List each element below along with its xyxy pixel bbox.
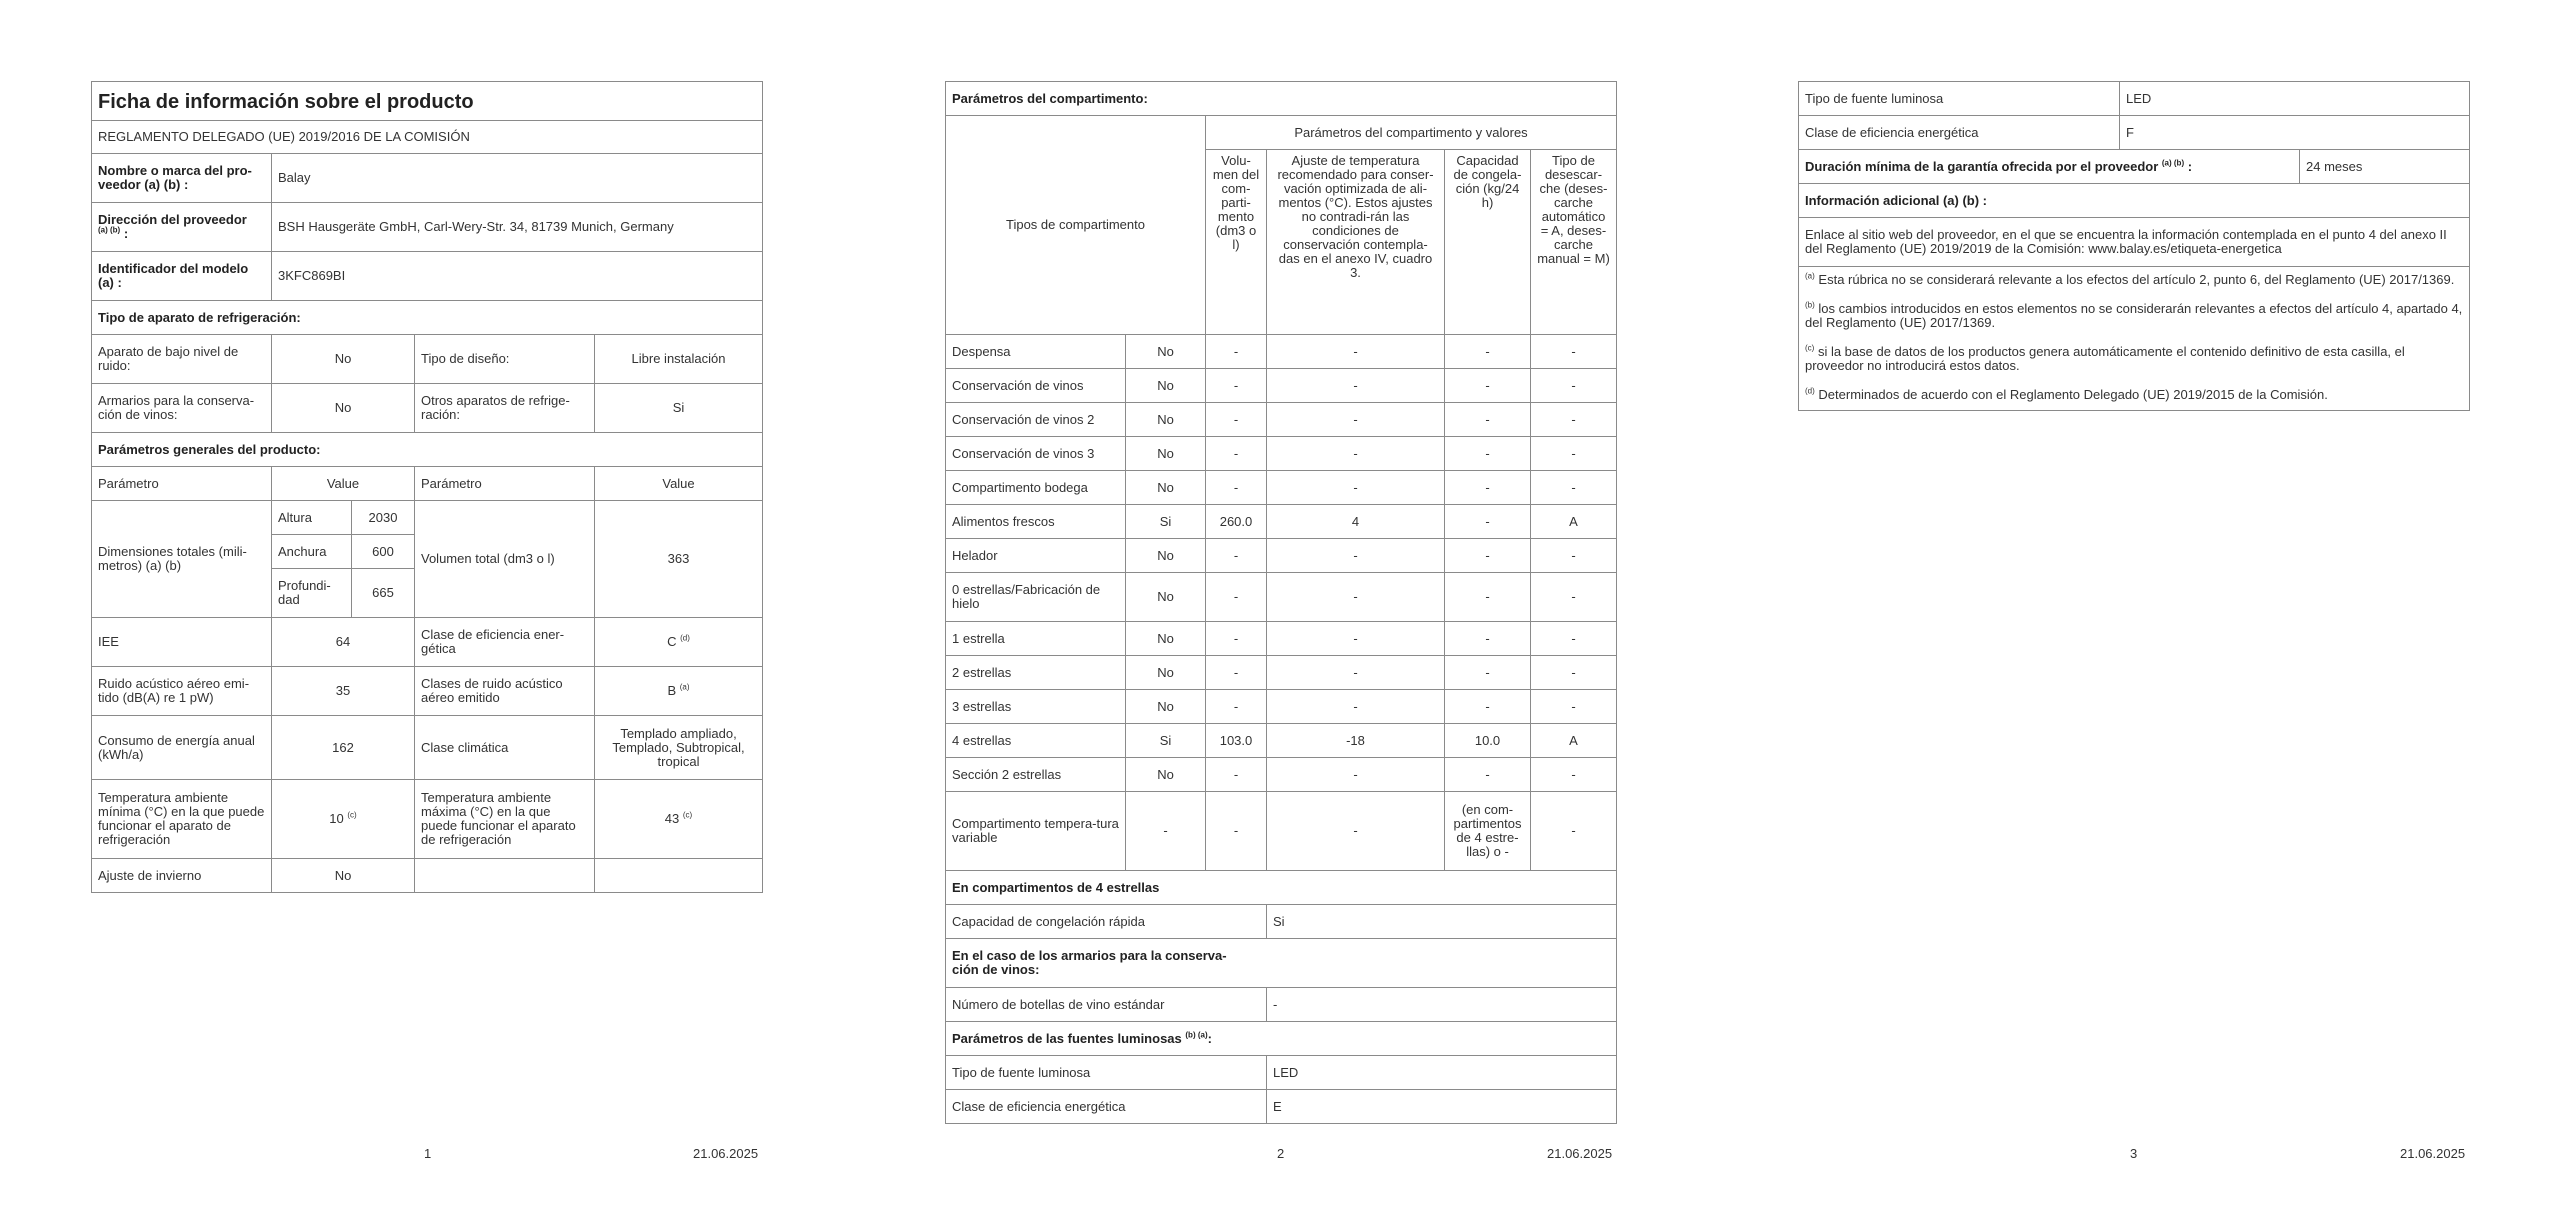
compartment-temperature: 4 bbox=[1267, 505, 1445, 539]
compartment-row bbox=[946, 471, 1617, 505]
additional-info-table bbox=[1798, 81, 2470, 411]
compartment-defrost: - bbox=[1531, 573, 1617, 622]
compartment-defrost: A bbox=[1531, 505, 1617, 539]
param-header: Parámetro bbox=[92, 467, 272, 501]
compartment-defrost: - bbox=[1531, 369, 1617, 403]
date-3: 21.06.2025 bbox=[2400, 1146, 2466, 1161]
iee-label: IEE bbox=[92, 618, 272, 667]
compartment-freezing: - bbox=[1445, 437, 1531, 471]
fast-freeze-label: Capacidad de congelación rápida bbox=[946, 905, 1267, 939]
noise-label: Ruido acústico aéreo emi-tido (dB(A) re 1 pW) bbox=[92, 667, 272, 716]
compartment-volume: - bbox=[1206, 758, 1267, 792]
compartment-present: Si bbox=[1126, 724, 1206, 758]
compartment-volume: - bbox=[1206, 403, 1267, 437]
bottles-value: - bbox=[1267, 988, 1617, 1022]
compartment-freezing: (en com-partimentos de 4 estre-llas) o - bbox=[1445, 792, 1531, 871]
compartment-present: No bbox=[1126, 656, 1206, 690]
compartment-temperature: - bbox=[1267, 335, 1445, 369]
types-header: Tipos de compartimento bbox=[946, 116, 1206, 335]
compartment-name: Alimentos frescos bbox=[946, 505, 1126, 539]
compartment-present: No bbox=[1126, 573, 1206, 622]
compartment-freezing: - bbox=[1445, 758, 1531, 792]
compartment-freezing: 10.0 bbox=[1445, 724, 1531, 758]
footnote-d: $^{(d)}$ Determinados de acuerdo con el Reglamento Delegado (UE) 2019/2015 de la Comisión. bbox=[1805, 386, 2328, 402]
iee-value: 64 bbox=[272, 618, 415, 667]
compartment-temperature: -18 bbox=[1267, 724, 1445, 758]
noise-value: 35 bbox=[272, 667, 415, 716]
page-3 bbox=[1798, 81, 2469, 411]
height-value: 2030 bbox=[352, 501, 415, 535]
compartment-name: Compartimento bodega bbox=[946, 471, 1126, 505]
general-section-heading: Parámetros generales del producto: bbox=[92, 433, 763, 467]
compartment-freezing: - bbox=[1445, 505, 1531, 539]
compartment-row bbox=[946, 792, 1617, 871]
other-appliance-label: Otros aparatos de refrige-ración: bbox=[415, 384, 595, 433]
compartment-defrost: - bbox=[1531, 656, 1617, 690]
bottles-label: Número de botellas de vino estándar bbox=[946, 988, 1267, 1022]
compartment-present: No bbox=[1126, 471, 1206, 505]
address-footnote: (a) (b) bbox=[98, 225, 121, 235]
compartment-name: Conservación de vinos 3 bbox=[946, 437, 1126, 471]
compartment-table bbox=[945, 81, 1617, 1124]
compartment-row bbox=[946, 335, 1617, 369]
footnote-b: $^{(b)}$ los cambios introducidos en estos elementos no se considerarán relevantes a efectos del artículo 4, apartado 4, del Reglamento (UE) 2017/1369. bbox=[1805, 300, 2463, 330]
climate-value: Templado ampliado, Templado, Subtropical, tropical bbox=[595, 716, 763, 780]
compartment-row bbox=[946, 758, 1617, 792]
other-appliance-value: Si bbox=[595, 384, 763, 433]
regulation-line: REGLAMENTO DELEGADO (UE) 2019/2016 DE LA COMISIÓN bbox=[92, 121, 763, 154]
additional-section-heading: Información adicional (a) (b) : bbox=[1799, 184, 2470, 218]
compartment-present: No bbox=[1126, 690, 1206, 724]
brand-value: Balay bbox=[272, 154, 763, 203]
wine-cabinet-label: Armarios para la conserva-ción de vinos: bbox=[92, 384, 272, 433]
winter-label: Ajuste de invierno bbox=[92, 859, 272, 893]
compartment-defrost: - bbox=[1531, 758, 1617, 792]
dimensions-label: Dimensiones totales (mili-metros) (a) (b) bbox=[92, 501, 272, 618]
compartment-row bbox=[946, 403, 1617, 437]
date-2: 21.06.2025 bbox=[1547, 1146, 1613, 1161]
four-star-section-heading: En compartimentos de 4 estrellas bbox=[946, 871, 1617, 905]
page-1 bbox=[91, 81, 762, 893]
compartment-defrost: A bbox=[1531, 724, 1617, 758]
compartment-freezing: - bbox=[1445, 573, 1531, 622]
document-title: Ficha de información sobre el producto bbox=[92, 82, 763, 121]
compartment-temperature: - bbox=[1267, 403, 1445, 437]
model-label: Identificador del modelo (a) : bbox=[92, 252, 272, 301]
compartment-name: Sección 2 estrellas bbox=[946, 758, 1126, 792]
light-section-heading: Parámetros de las fuentes luminosas $^{(b) (a)}$: bbox=[946, 1022, 1617, 1056]
compartment-freezing: - bbox=[1445, 403, 1531, 437]
design-value: Libre instalación bbox=[595, 335, 763, 384]
compartment-volume: - bbox=[1206, 335, 1267, 369]
wine-section-heading: En el caso de los armarios para la conserva-ción de vinos: bbox=[946, 939, 1617, 988]
page-2 bbox=[945, 81, 1616, 1124]
compartment-defrost: - bbox=[1531, 792, 1617, 871]
compartment-freezing: - bbox=[1445, 471, 1531, 505]
compartment-volume: 260.0 bbox=[1206, 505, 1267, 539]
footnote-c: $^{(c)}$ si la base de datos de los productos genera automáticamente el contenido definitivo de esta casilla, el proveedor no introducirá estos datos. bbox=[1805, 343, 2405, 373]
compartment-temperature: - bbox=[1267, 369, 1445, 403]
compartment-freezing: - bbox=[1445, 369, 1531, 403]
compartment-freezing: - bbox=[1445, 335, 1531, 369]
compartment-defrost: - bbox=[1531, 622, 1617, 656]
compartment-volume: - bbox=[1206, 437, 1267, 471]
efficiency-value: C $^{(d)}$ bbox=[595, 618, 763, 667]
compartment-present: No bbox=[1126, 539, 1206, 573]
empty-cell bbox=[415, 859, 595, 893]
compartment-name: 3 estrellas bbox=[946, 690, 1126, 724]
compartment-present: No bbox=[1126, 758, 1206, 792]
light-class-label: Clase de eficiencia energética bbox=[946, 1090, 1267, 1124]
compartment-temperature: - bbox=[1267, 622, 1445, 656]
address-value: BSH Hausgeräte GmbH, Carl-Wery-Str. 34, 81739 Munich, Germany bbox=[272, 203, 763, 252]
width-label: Anchura bbox=[272, 535, 352, 569]
type-section-heading: Tipo de aparato de refrigeración: bbox=[92, 301, 763, 335]
empty-cell bbox=[595, 859, 763, 893]
efficiency-label: Clase de eficiencia ener-gética bbox=[415, 618, 595, 667]
group-header: Parámetros del compartimento y valores bbox=[1206, 116, 1617, 150]
compartment-section-heading: Parámetros del compartimento: bbox=[946, 82, 1617, 116]
freezing-header: Capacidad de congela-ción (kg/24 h) bbox=[1445, 150, 1531, 335]
compartment-row bbox=[946, 622, 1617, 656]
max-temp-label: Temperatura ambiente máxima (°C) en la que puede funcionar el aparato de refrigeración bbox=[415, 780, 595, 859]
address-label: Dirección del proveedor $^{(a) (b)}$ : bbox=[92, 203, 272, 252]
compartment-name: 1 estrella bbox=[946, 622, 1126, 656]
compartment-name: Conservación de vinos bbox=[946, 369, 1126, 403]
page-number-2: 2 bbox=[1277, 1146, 1285, 1161]
compartment-volume: - bbox=[1206, 539, 1267, 573]
compartment-row bbox=[946, 724, 1617, 758]
footnote-a: $^{(a)}$ Esta rúbrica no se considerará relevante a los efectos del artículo 2, punto 6, del Reglamento (UE) 2017/1369. bbox=[1805, 271, 2455, 287]
warranty-value: 24 meses bbox=[2300, 150, 2470, 184]
compartment-volume: - bbox=[1206, 573, 1267, 622]
value-header: Value bbox=[272, 467, 415, 501]
light-class-label: Clase de eficiencia energética bbox=[1799, 116, 2120, 150]
compartment-name: 4 estrellas bbox=[946, 724, 1126, 758]
volume-label: Volumen total (dm3 o l) bbox=[415, 501, 595, 618]
fast-freeze-value: Si bbox=[1267, 905, 1617, 939]
compartment-volume: - bbox=[1206, 622, 1267, 656]
defrost-header: Tipo de desescar-che (deses-carche automático = A, deses-carche manual = M) bbox=[1531, 150, 1617, 335]
compartment-volume: - bbox=[1206, 471, 1267, 505]
date-1: 21.06.2025 bbox=[693, 1146, 759, 1161]
compartment-freezing: - bbox=[1445, 656, 1531, 690]
compartment-name: Conservación de vinos 2 bbox=[946, 403, 1126, 437]
compartment-present: No bbox=[1126, 403, 1206, 437]
compartment-defrost: - bbox=[1531, 335, 1617, 369]
compartment-temperature: - bbox=[1267, 656, 1445, 690]
min-temp-label: Temperatura ambiente mínima (°C) en la que puede funcionar el aparato de refrigeración bbox=[92, 780, 272, 859]
compartment-present: No bbox=[1126, 437, 1206, 471]
winter-value: No bbox=[272, 859, 415, 893]
compartment-volume: 103.0 bbox=[1206, 724, 1267, 758]
compartment-temperature: - bbox=[1267, 690, 1445, 724]
wine-cabinet-value: No bbox=[272, 384, 415, 433]
product-info-table bbox=[91, 81, 763, 893]
width-value: 600 bbox=[352, 535, 415, 569]
compartment-row bbox=[946, 573, 1617, 622]
value-header-2: Value bbox=[595, 467, 763, 501]
compartment-volume: - bbox=[1206, 656, 1267, 690]
footnotes bbox=[1799, 267, 2470, 411]
supplier-website-text: Enlace al sitio web del proveedor, en el que se encuentra la información contemplada en el punto 4 del anexo II del Reglamento (UE) 2019/2019 de la Comisión: www.balay.es/etiqueta-energetica bbox=[1799, 218, 2470, 267]
light-type-label: Tipo de fuente luminosa bbox=[1799, 82, 2120, 116]
compartment-name: Compartimento tempera-tura variable bbox=[946, 792, 1126, 871]
compartment-defrost: - bbox=[1531, 539, 1617, 573]
param-header-2: Parámetro bbox=[415, 467, 595, 501]
compartment-name: Despensa bbox=[946, 335, 1126, 369]
depth-label: Profundi-dad bbox=[272, 569, 352, 618]
climate-label: Clase climática bbox=[415, 716, 595, 780]
compartment-row bbox=[946, 437, 1617, 471]
compartment-volume: - bbox=[1206, 369, 1267, 403]
page-number-3: 3 bbox=[2130, 1146, 2138, 1161]
height-label: Altura bbox=[272, 501, 352, 535]
noise-class-label: Clases de ruido acústico aéreo emitido bbox=[415, 667, 595, 716]
min-temp-value: 10 $^{(c)}$ bbox=[272, 780, 415, 859]
compartment-volume: - bbox=[1206, 690, 1267, 724]
energy-label: Consumo de energía anual (kWh/a) bbox=[92, 716, 272, 780]
compartment-present: No bbox=[1126, 335, 1206, 369]
compartment-freezing: - bbox=[1445, 690, 1531, 724]
warranty-label: Duración mínima de la garantía ofrecida por el proveedor $^{(a) (b)}$ : bbox=[1799, 150, 2300, 184]
compartment-present: Si bbox=[1126, 505, 1206, 539]
light-class-value: F bbox=[2120, 116, 2470, 150]
low-noise-value: No bbox=[272, 335, 415, 384]
compartment-present: No bbox=[1126, 369, 1206, 403]
max-temp-value: 43 $^{(c)}$ bbox=[595, 780, 763, 859]
page-number-1: 1 bbox=[424, 1146, 432, 1161]
compartment-name: Helador bbox=[946, 539, 1126, 573]
compartment-temperature: - bbox=[1267, 573, 1445, 622]
compartment-freezing: - bbox=[1445, 622, 1531, 656]
volume-value: 363 bbox=[595, 501, 763, 618]
light-type-value: LED bbox=[2120, 82, 2470, 116]
compartment-temperature: - bbox=[1267, 792, 1445, 871]
compartment-row bbox=[946, 539, 1617, 573]
compartment-freezing: - bbox=[1445, 539, 1531, 573]
compartment-row bbox=[946, 656, 1617, 690]
volume-header: Volu-men del com-parti-mento (dm3 o l) bbox=[1206, 150, 1267, 335]
light-class-value: E bbox=[1267, 1090, 1617, 1124]
compartment-row bbox=[946, 690, 1617, 724]
compartment-defrost: - bbox=[1531, 690, 1617, 724]
light-type-label: Tipo de fuente luminosa bbox=[946, 1056, 1267, 1090]
model-value: 3KFC869BI bbox=[272, 252, 763, 301]
temperature-header: Ajuste de temperatura recomendado para conser-vación optimizada de ali-mentos (°C). Estos ajustes no contradi-rán las condiciones de conservación contempla-das en el anexo IV, cuadro 3. bbox=[1267, 150, 1445, 335]
compartment-temperature: - bbox=[1267, 539, 1445, 573]
compartment-present: No bbox=[1126, 622, 1206, 656]
compartment-row bbox=[946, 505, 1617, 539]
compartment-name: 2 estrellas bbox=[946, 656, 1126, 690]
energy-value: 162 bbox=[272, 716, 415, 780]
depth-value: 665 bbox=[352, 569, 415, 618]
compartment-volume: - bbox=[1206, 792, 1267, 871]
brand-label: Nombre o marca del pro-veedor (a) (b) : bbox=[92, 154, 272, 203]
noise-class-value: B $^{(a)}$ bbox=[595, 667, 763, 716]
low-noise-label: Aparato de bajo nivel de ruido: bbox=[92, 335, 272, 384]
design-label: Tipo de diseño: bbox=[415, 335, 595, 384]
compartment-defrost: - bbox=[1531, 471, 1617, 505]
compartment-defrost: - bbox=[1531, 437, 1617, 471]
compartment-present: - bbox=[1126, 792, 1206, 871]
light-type-value: LED bbox=[1267, 1056, 1617, 1090]
compartment-defrost: - bbox=[1531, 403, 1617, 437]
compartment-row bbox=[946, 369, 1617, 403]
compartment-temperature: - bbox=[1267, 471, 1445, 505]
compartment-name: 0 estrellas/Fabricación de hielo bbox=[946, 573, 1126, 622]
compartment-temperature: - bbox=[1267, 437, 1445, 471]
compartment-temperature: - bbox=[1267, 758, 1445, 792]
